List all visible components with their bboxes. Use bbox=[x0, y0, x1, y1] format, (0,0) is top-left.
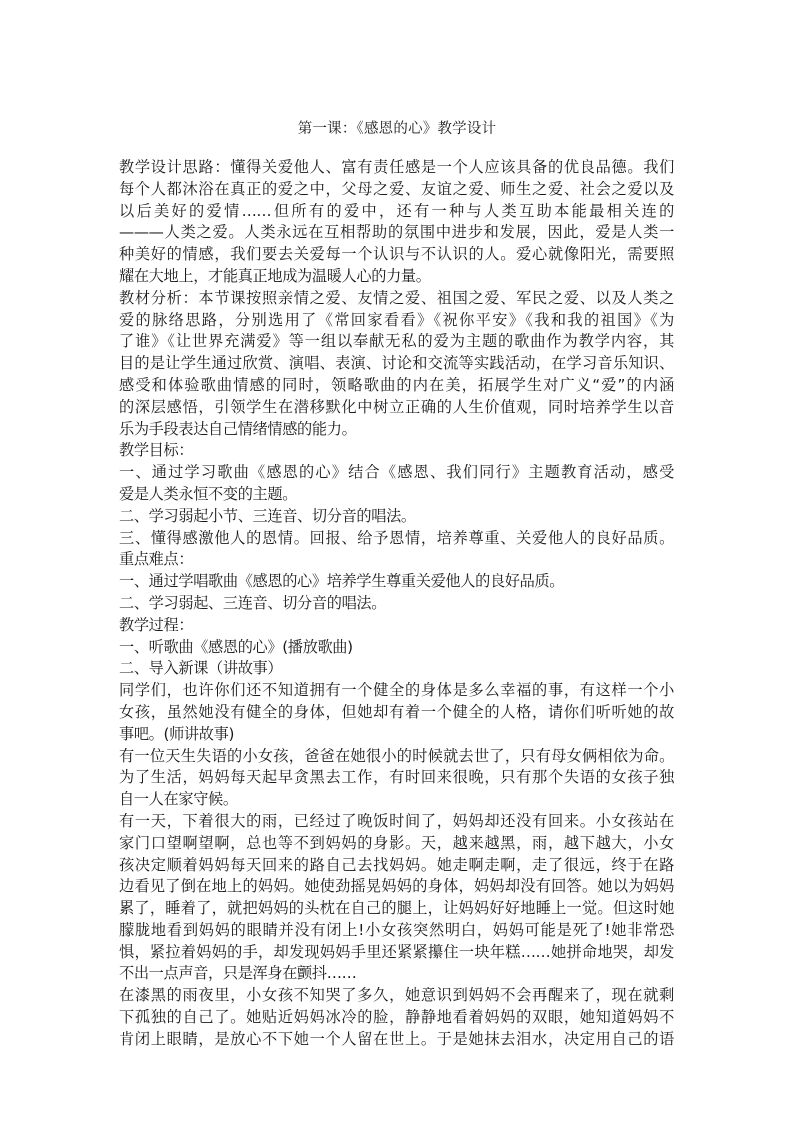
text-line: 以后美好的爱情……但所有的爱中，还有一种与人类互助本能最相关连的 bbox=[119, 201, 674, 220]
text-line: 二、学习弱起小节、三连音、切分音的唱法。 bbox=[119, 506, 416, 525]
text-line: 乐为手段表达自己情绪情感的能力。 bbox=[119, 419, 357, 438]
text-line: 种美好的情感，我们要去关爱每一个认识与不认识的人。爱心就像阳光，需要照 bbox=[119, 245, 674, 264]
text-line: 一、通过学习歌曲《感恩的心》结合《感恩、我们同行》主题教育活动，感受 bbox=[119, 463, 674, 482]
text-line: 累了，睡着了，就把妈妈的头枕在自己的腿上，让妈妈好好地睡上一觉。但这时她 bbox=[119, 899, 674, 918]
text-line: 爱是人类永恒不变的主题。 bbox=[119, 484, 298, 503]
text-line: 女孩，虽然她没有健全的身体，但她却有着一个健全的人格，请你们听听她的故 bbox=[119, 702, 674, 721]
text-line: 一、通过学唱歌曲《感恩的心》培养学生尊重关爱他人的良好品质。 bbox=[119, 572, 565, 591]
text-line: 朦胧地看到妈妈的眼睛并没有闭上!小女孩突然明白，妈妈可能是死了!她非常恐 bbox=[119, 920, 674, 939]
text-line: 二、学习弱起、三连音、切分音的唱法。 bbox=[119, 593, 387, 612]
text-line: 每个人都沐浴在真正的爱之中，父母之爱、友谊之爱、师生之爱、社会之爱以及 bbox=[119, 179, 674, 198]
text-line: ———人类之爱。人类永远在互相帮助的氛围中进步和发展，因此，爱是人类一 bbox=[119, 223, 674, 242]
text-line: 的深层感悟，引领学生在潜移默化中树立正确的人生价值观，同时培养学生以音 bbox=[119, 397, 674, 416]
text-line: 耀在大地上，才能真正地成为温暖人心的力量。 bbox=[119, 266, 431, 285]
text-line: 教学设计思路：懂得关爱他人、富有责任感是一个人应该具备的优良品德。我们 bbox=[119, 158, 674, 176]
text-line: 孩决定顺着妈妈每天回来的路自己去找妈妈。她走啊走啊，走了很远，终于在路 bbox=[119, 855, 674, 874]
text-line: 自一人在家守候。 bbox=[119, 790, 238, 809]
text-line: 惧，紧拉着妈妈的手，却发现妈妈手里还紧紧攥住一块年糕……她拼命地哭，却发 bbox=[119, 942, 674, 961]
text-line: 为了生活，妈妈每天起早贪黑去工作，有时回来很晚，只有那个失语的女孩子独 bbox=[119, 768, 674, 787]
text-line: 重点难点： bbox=[119, 550, 194, 569]
text-line: 感受和体验歌曲情感的同时，领略歌曲的内在美，拓展学生对广义“爱”的内涵 bbox=[119, 375, 674, 394]
text-line: 二、导入新课（讲故事） bbox=[119, 659, 283, 678]
text-line: 三、懂得感激他人的恩情。回报、给予恩情，培养尊重、关爱他人的良好品质。 bbox=[119, 528, 674, 547]
text-line: 爱的脉络思路，分别选用了《常回家看看》《祝你平安》《我和我的祖国》《为 bbox=[119, 310, 674, 329]
text-line: 了谁》《让世界充满爱》等一组以奉献无私的爱为主题的歌曲作为教学内容，其 bbox=[119, 332, 674, 351]
document-body bbox=[119, 157, 674, 1051]
text-line: 同学们，也许你们还不知道拥有一个健全的身体是多么幸福的事，有这样一个小 bbox=[119, 681, 674, 700]
text-line: 有一天，下着很大的雨，已经过了晚饭时间了，妈妈却还没有回来。小女孩站在 bbox=[119, 811, 674, 830]
text-line: 不出一点声音，只是浑身在颤抖…… bbox=[119, 964, 357, 983]
document-title: 第一课：《感恩的心》教学设计 bbox=[297, 121, 497, 137]
text-line: 下孤独的自己了。她贴近妈妈冰冷的脸，静静地看着妈妈的双眼，她知道妈妈不 bbox=[119, 1008, 674, 1027]
text-line: 教学过程： bbox=[119, 615, 194, 634]
text-line: 一、听歌曲《感恩的心》(播放歌曲) bbox=[119, 637, 353, 656]
text-line: 有一位天生失语的小女孩，爸爸在她很小的时候就去世了，只有母女俩相依为命。 bbox=[119, 746, 674, 765]
text-line: 目的是让学生通过欣赏、演唱、表演、讨论和交流等实践活动，在学习音乐知识、 bbox=[119, 354, 674, 373]
text-line: 教学目标： bbox=[119, 441, 194, 460]
text-line: 在漆黑的雨夜里，小女孩不知哭了多久，她意识到妈妈不会再醒来了，现在就剩 bbox=[119, 986, 674, 1005]
text-line: 教材分析：本节课按照亲情之爱、友情之爱、祖国之爱、军民之爱、以及人类之 bbox=[119, 288, 674, 307]
text-line: 家门口望啊望啊，总也等不到妈妈的身影。天，越来越黑，雨，越下越大，小女 bbox=[119, 833, 674, 852]
text-line: 事吧。(师讲故事) bbox=[119, 724, 235, 743]
text-line: 肯闭上眼睛，是放心不下她一个人留在世上。于是她抹去泪水，决定用自己的语 bbox=[119, 1029, 674, 1048]
text-line: 边看见了倒在地上的妈妈。她使劲摇晃妈妈的身体，妈妈却没有回答。她以为妈妈 bbox=[119, 877, 674, 896]
